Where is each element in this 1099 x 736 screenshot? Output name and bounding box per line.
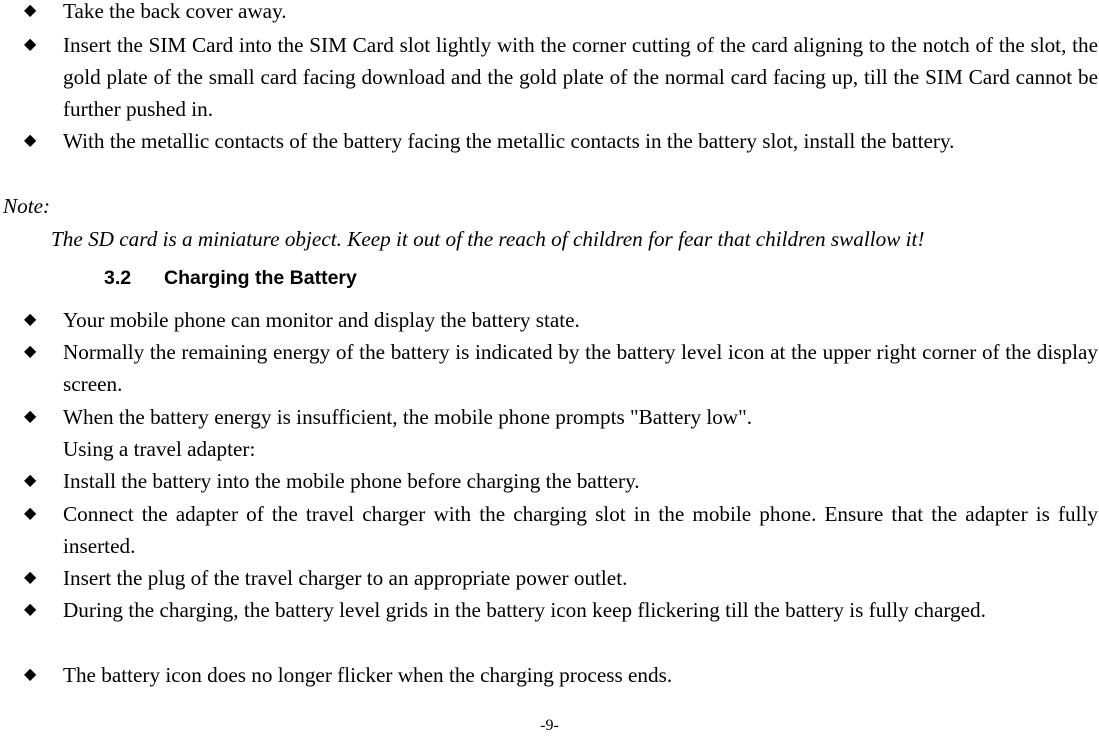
diamond-bullet-icon: ◆ <box>24 601 37 618</box>
diamond-bullet-icon: ◆ <box>24 2 37 19</box>
list-item: Normally the remaining energy of the battery is indicated by the battery level icon at the upper right corner of the display screen. <box>63 340 1098 396</box>
section-title: Charging the Battery <box>164 267 357 289</box>
diamond-bullet-icon: ◆ <box>24 666 37 683</box>
diamond-bullet-icon: ◆ <box>24 311 37 328</box>
diamond-bullet-icon: ◆ <box>24 408 37 425</box>
diamond-bullet-icon: ◆ <box>24 132 37 149</box>
list-item: With the metallic contacts of the battery facing the metallic contacts in the battery slot, install the battery. <box>63 129 955 153</box>
diamond-bullet-icon: ◆ <box>24 36 37 53</box>
diamond-bullet-icon: ◆ <box>24 472 37 489</box>
diamond-bullet-icon: ◆ <box>24 505 37 522</box>
list-item: During the charging, the battery level grids in the battery icon keep flickering till the battery is fully charged. <box>63 598 986 622</box>
list-item: The battery icon does no longer flicker when the charging process ends. <box>63 663 673 687</box>
list-item: When the battery energy is insufficient, the mobile phone prompts "Battery low". <box>63 405 753 429</box>
list-item: Install the battery into the mobile phone before charging the battery. <box>63 469 640 493</box>
list-item: Your mobile phone can monitor and display the battery state. <box>63 308 580 332</box>
list-item: Insert the SIM Card into the SIM Card slot lightly with the corner cutting of the card aligning to the notch of the slot, the gold plate of the small card facing download and the gold plate of the normal card facing up, till the SIM Card cannot be further pushed in. <box>63 33 1098 121</box>
list-item: Take the back cover away. <box>63 0 287 23</box>
travel-adapter-heading: Using a travel adapter: <box>63 437 256 461</box>
list-item: Insert the plug of the travel charger to an appropriate power outlet. <box>63 566 628 590</box>
list-item: Connect the adapter of the travel charger with the charging slot in the mobile phone. Ensure that the adapter is fully inserted. <box>63 502 1098 558</box>
section-number: 3.2 <box>104 267 132 289</box>
diamond-bullet-icon: ◆ <box>24 343 37 360</box>
diamond-bullet-icon: ◆ <box>24 569 37 586</box>
note-label: Note: <box>3 194 51 218</box>
note-text: The SD card is a miniature object. Keep it out of the reach of children for fear that children swallow it! <box>51 227 925 251</box>
page-number: -9- <box>540 717 559 734</box>
